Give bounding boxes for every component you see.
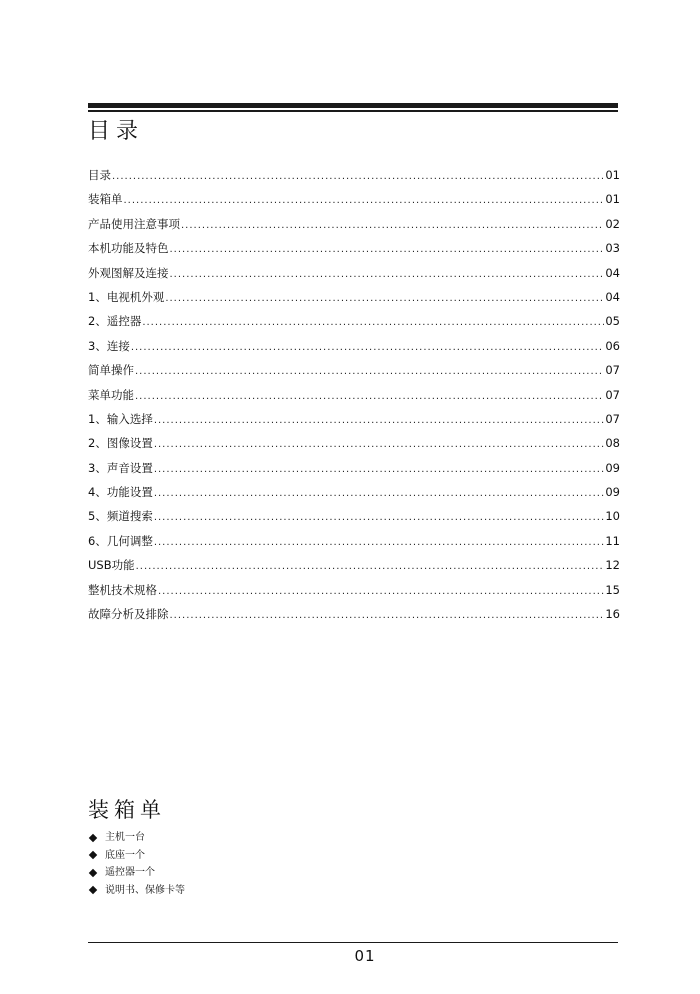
toc-leader-dots (154, 458, 605, 482)
toc-entry[interactable] (88, 261, 620, 285)
packing-list-item-label: 主机一台 (105, 832, 145, 843)
toc-entry-page: 15 (605, 582, 620, 597)
diamond-bullet-icon (89, 869, 97, 877)
toc-leader-dots (165, 287, 604, 311)
toc-entry[interactable] (88, 383, 620, 407)
toc-leader-dots (154, 482, 605, 506)
toc-entry-page: 01 (605, 168, 620, 182)
toc-entry-page: 09 (605, 460, 620, 475)
toc-entry-title: 4、功能设置 (88, 485, 153, 500)
toc-leader-dots (135, 385, 604, 409)
toc-entry[interactable] (88, 553, 620, 577)
toc-entry-title: 菜单功能 (88, 387, 134, 402)
toc-entry-title: 1、输入选择 (88, 411, 153, 426)
toc-entry[interactable] (88, 163, 620, 187)
packing-list-item (88, 847, 185, 865)
toc-entry[interactable] (88, 578, 620, 602)
toc-leader-dots (142, 311, 604, 335)
toc-entry-title: 2、图像设置 (88, 436, 153, 451)
toc-leader-dots (154, 531, 605, 555)
toc-entry-title: 外观图解及连接 (88, 265, 169, 280)
toc-entry-page: 09 (605, 485, 620, 500)
toc-entry-title: 5、频道搜索 (88, 509, 153, 524)
toc-entry-title: 3、连接 (88, 338, 130, 353)
toc-entry-page: 03 (605, 241, 620, 256)
toc-entry[interactable] (88, 602, 620, 626)
toc-entry-title: 3、声音设置 (88, 460, 153, 475)
toc-entry[interactable] (88, 407, 620, 431)
toc-entry-page: 07 (605, 387, 620, 402)
toc-entry[interactable] (88, 480, 620, 504)
toc-leader-dots (135, 360, 604, 384)
toc-entry-title: 6、几何调整 (88, 533, 153, 548)
toc-leader-dots (154, 506, 605, 530)
toc-entry[interactable] (88, 334, 620, 358)
toc-entry[interactable] (88, 456, 620, 480)
toc-leader-dots (170, 604, 605, 628)
toc-entry-page: 06 (605, 338, 620, 353)
toc-entry[interactable] (88, 504, 620, 528)
toc-entry-page: 05 (605, 314, 620, 329)
toc-leader-dots (170, 238, 605, 262)
page-number: 01 (354, 947, 376, 965)
toc-entry-page: 10 (605, 509, 620, 524)
toc-entry-page: 16 (605, 607, 620, 622)
toc-entry[interactable] (88, 236, 620, 260)
toc-entry-title: 整机技术规格 (88, 582, 157, 597)
toc-entry-page: 04 (605, 289, 620, 304)
toc-leader-dots (131, 336, 605, 360)
packing-list-item-label: 遥控器一个 (105, 867, 155, 878)
toc-leader-dots (154, 433, 605, 457)
toc-leader-dots (170, 263, 605, 287)
toc-entry-title: 本机功能及特色 (88, 241, 169, 256)
header-rule-thin (88, 110, 618, 112)
packing-list-item-label: 底座一个 (105, 849, 145, 861)
diamond-bullet-icon (89, 834, 97, 842)
diamond-bullet-icon (89, 851, 97, 859)
toc-entry-page: 08 (605, 436, 620, 451)
toc-entry-page: 01 (605, 192, 620, 207)
toc-heading: 目录 (88, 119, 145, 144)
packing-list-item (88, 829, 185, 847)
toc-leader-dots (112, 165, 604, 189)
toc-entry-title: USB功能 (88, 558, 135, 573)
toc-entry-title: 故障分析及排除 (88, 607, 169, 622)
toc-entry-page: 11 (605, 533, 620, 548)
footer-rule (88, 942, 618, 943)
toc-entry-page: 12 (605, 558, 620, 573)
toc-leader-dots (124, 189, 605, 213)
toc-entry[interactable] (88, 431, 620, 455)
packing-list-item (88, 864, 185, 882)
toc-entry[interactable] (88, 212, 620, 236)
toc-entry[interactable] (88, 187, 620, 211)
packing-list-heading: 装箱单 (88, 798, 166, 822)
toc-entry-page: 04 (605, 265, 620, 280)
toc-entry[interactable] (88, 309, 620, 333)
header-rule-thick (88, 103, 618, 108)
packing-list-item-label: 说明书、保修卡等 (105, 884, 185, 896)
toc-entry[interactable] (88, 358, 620, 382)
toc-entry-title: 简单操作 (88, 363, 134, 378)
toc-entry-page: 07 (605, 411, 620, 426)
diamond-bullet-icon (89, 886, 97, 894)
toc-entry[interactable] (88, 285, 620, 309)
table-of-contents (88, 163, 620, 626)
toc-entry-title: 目录 (88, 168, 111, 182)
packing-list (88, 829, 185, 899)
toc-entry-title: 产品使用注意事项 (88, 216, 180, 231)
toc-entry[interactable] (88, 529, 620, 553)
toc-entry-title: 2、遥控器 (88, 314, 142, 329)
toc-leader-dots (181, 214, 604, 238)
packing-list-item (88, 882, 185, 900)
toc-entry-page: 02 (605, 216, 620, 231)
toc-entry-title: 装箱单 (88, 192, 123, 207)
toc-leader-dots (158, 580, 604, 604)
toc-entry-page: 07 (605, 363, 620, 378)
toc-entry-title: 1、电视机外观 (88, 289, 165, 304)
toc-leader-dots (136, 555, 605, 579)
toc-leader-dots (154, 409, 605, 433)
